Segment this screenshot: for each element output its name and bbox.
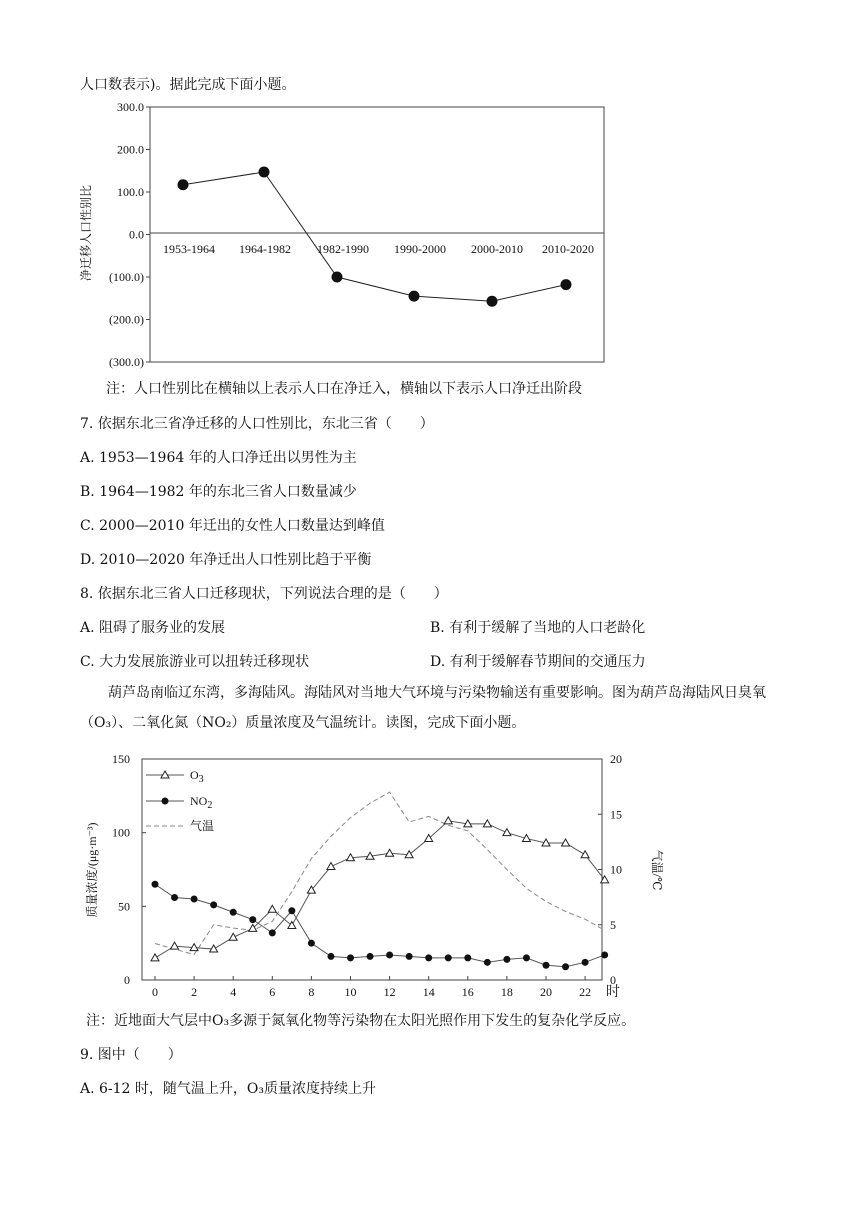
x-tick-label: 20 — [540, 985, 552, 999]
no2-point — [210, 901, 217, 908]
no2-point — [523, 954, 530, 961]
question-8-option-b[interactable]: B. 有利于缓解了当地的人口老龄化 — [430, 620, 646, 636]
question-7-option-c[interactable]: C. 2000—2010 年迁出的女性人口数量达到峰值 — [80, 518, 385, 534]
left-tick-label: 50 — [118, 899, 130, 914]
legend-no2-marker — [162, 798, 169, 805]
svg-text:NO2: $NO_2$ — [190, 794, 213, 811]
passage-text: 葫芦岛南临辽东湾，多海陆风。海陆风对当地大气环境与污染物输送有重要影响。图为葫芦岛海陆风日臭氧（O₃）、二氧化氮（NO₂）质量浓度及气温统计。读图，完成下面小题。 — [80, 685, 766, 731]
chart2-legend — [146, 768, 214, 833]
question-7-option-b[interactable]: B. 1964—1982 年的东北三省人口数量减少 — [80, 484, 357, 500]
no2-line — [155, 884, 605, 967]
x-tick-label: 22 — [579, 985, 592, 999]
no2-point — [171, 894, 178, 901]
no2-point — [347, 954, 354, 961]
question-8-stem: 8. 依据东北三省人口迁移现状，下列说法合理的是（ ） — [80, 586, 448, 602]
no2-point — [503, 956, 510, 963]
o3-point — [581, 851, 589, 858]
x-tick-label: 16 — [461, 985, 474, 999]
no2-point — [484, 959, 491, 966]
chart2-left-axis-label: 质量浓度/(μg·m⁻³) — [85, 822, 99, 918]
y-tick-label: (100.0) — [109, 270, 144, 284]
no2-point — [386, 951, 393, 958]
question-8-option-a[interactable]: A. 阻碍了服务业的发展 — [80, 620, 226, 636]
question-8-option-c[interactable]: C. 大力发展旅游业可以扭转迁移现状 — [80, 654, 310, 670]
o3-point — [268, 905, 276, 912]
svg-text:O3: $O_3$ — [190, 768, 204, 785]
x-tick-label: 1964-1982 — [239, 242, 291, 256]
no2-point — [445, 954, 452, 961]
x-tick-label: 2010-2020 — [542, 242, 594, 256]
x-tick-label: 0 — [152, 985, 158, 999]
chart1-y-axis-label: 净迁移人口性别比 — [79, 184, 93, 282]
x-tick-label: 1953-1964 — [163, 242, 215, 256]
no2-point — [230, 909, 237, 916]
o3-point — [229, 933, 237, 940]
no2-point — [425, 954, 432, 961]
no2-point — [327, 953, 334, 960]
data-point — [561, 279, 572, 290]
no2-point — [308, 940, 315, 947]
temperature-line — [155, 792, 605, 954]
o3-point — [444, 817, 452, 824]
question-7-option-a[interactable]: A. 1953—1964 年的人口净迁出以男性为主 — [80, 450, 357, 466]
chart2-note: 注：近地面大气层中O₃多源于氮氧化物等污染物在太阳光照作用下发生的复杂化学反应。 — [86, 1013, 636, 1029]
o3-point — [327, 863, 335, 870]
legend-o3-label: O — [190, 768, 199, 782]
question-7-stem: 7. 依据东北三省净迁移的人口性别比，东北三省（ ） — [80, 416, 434, 432]
o3-point — [386, 849, 394, 856]
question-9-option-a[interactable]: A. 6-12 时，随气温上升，O₃质量浓度持续上升 — [80, 1081, 377, 1097]
left-tick-label: 0 — [124, 973, 130, 987]
left-tick-label: 100 — [112, 825, 130, 840]
x-unit-label: 时 — [606, 985, 620, 1000]
y-tick-label: 0.0 — [129, 227, 144, 242]
net-migration-sex-ratio-chart — [70, 96, 630, 376]
x-tick-label: 8 — [308, 985, 315, 999]
no2-point — [152, 881, 159, 888]
right-tick-label: 15 — [610, 807, 622, 822]
right-tick-label: 10 — [610, 862, 622, 877]
chart2-right-axis-label: 气温/℃ — [650, 849, 664, 891]
data-point — [409, 291, 420, 302]
no2-point — [367, 953, 374, 960]
left-tick-label: 150 — [112, 752, 130, 766]
o3-point — [503, 829, 511, 836]
no2-point — [601, 951, 608, 958]
y-tick-label: 100.0 — [117, 185, 144, 199]
plot-frame — [150, 107, 604, 362]
no2-point — [288, 907, 295, 914]
x-tick-label: 6 — [269, 985, 276, 999]
o3-line — [155, 821, 605, 958]
y-tick-label: (200.0) — [109, 312, 144, 327]
x-tick-label: 10 — [344, 985, 357, 999]
x-tick-label: 1990-2000 — [394, 242, 446, 256]
data-point — [332, 272, 343, 283]
x-tick-label: 1982-1990 — [317, 242, 369, 256]
y-tick-label: 300.0 — [117, 100, 144, 114]
no2-point — [562, 963, 569, 970]
data-point — [487, 296, 498, 307]
legend-temp-label: 气温 — [190, 819, 215, 833]
x-tick-label: 12 — [383, 985, 396, 999]
x-tick-label: 2000-2010 — [471, 242, 523, 256]
question-8-option-d[interactable]: D. 有利于缓解春节期间的交通压力 — [430, 654, 646, 670]
right-tick-label: 20 — [610, 752, 622, 766]
no2-point — [582, 959, 589, 966]
x-tick-label: 14 — [422, 985, 435, 999]
y-tick-label: (300.0) — [109, 355, 144, 369]
data-point — [259, 167, 270, 178]
no2-point — [464, 954, 471, 961]
no2-point — [191, 895, 198, 902]
o3-point — [151, 954, 159, 961]
x-tick-label: 2 — [191, 985, 198, 999]
data-point — [178, 179, 189, 190]
x-tick-label: 4 — [230, 985, 237, 999]
intro-text: 人口数表示)。据此完成下面小题。 — [80, 77, 296, 93]
o3-point — [171, 942, 179, 949]
plot-frame-2 — [142, 759, 602, 980]
sex-ratio-line — [183, 172, 566, 301]
no2-point — [406, 953, 413, 960]
x-tick-label: 18 — [500, 985, 513, 999]
right-tick-label: 5 — [610, 917, 616, 932]
o3-no2-temperature-chart — [70, 745, 670, 1005]
legend-no2-label: NO — [190, 794, 208, 808]
question-9-stem: 9. 图中（ ） — [80, 1047, 182, 1063]
no2-point — [543, 962, 550, 969]
question-7-option-d[interactable]: D. 2010—2020 年净迁出人口性别比趋于平衡 — [80, 552, 372, 568]
no2-point — [269, 929, 276, 936]
y-tick-label: 200.0 — [117, 142, 144, 157]
chart1-note: 注：人口性别比在横轴以上表示人口在净迁入，横轴以下表示人口净迁出阶段 — [106, 381, 582, 397]
right-tick-label: 0 — [610, 973, 616, 987]
no2-point — [249, 916, 256, 923]
